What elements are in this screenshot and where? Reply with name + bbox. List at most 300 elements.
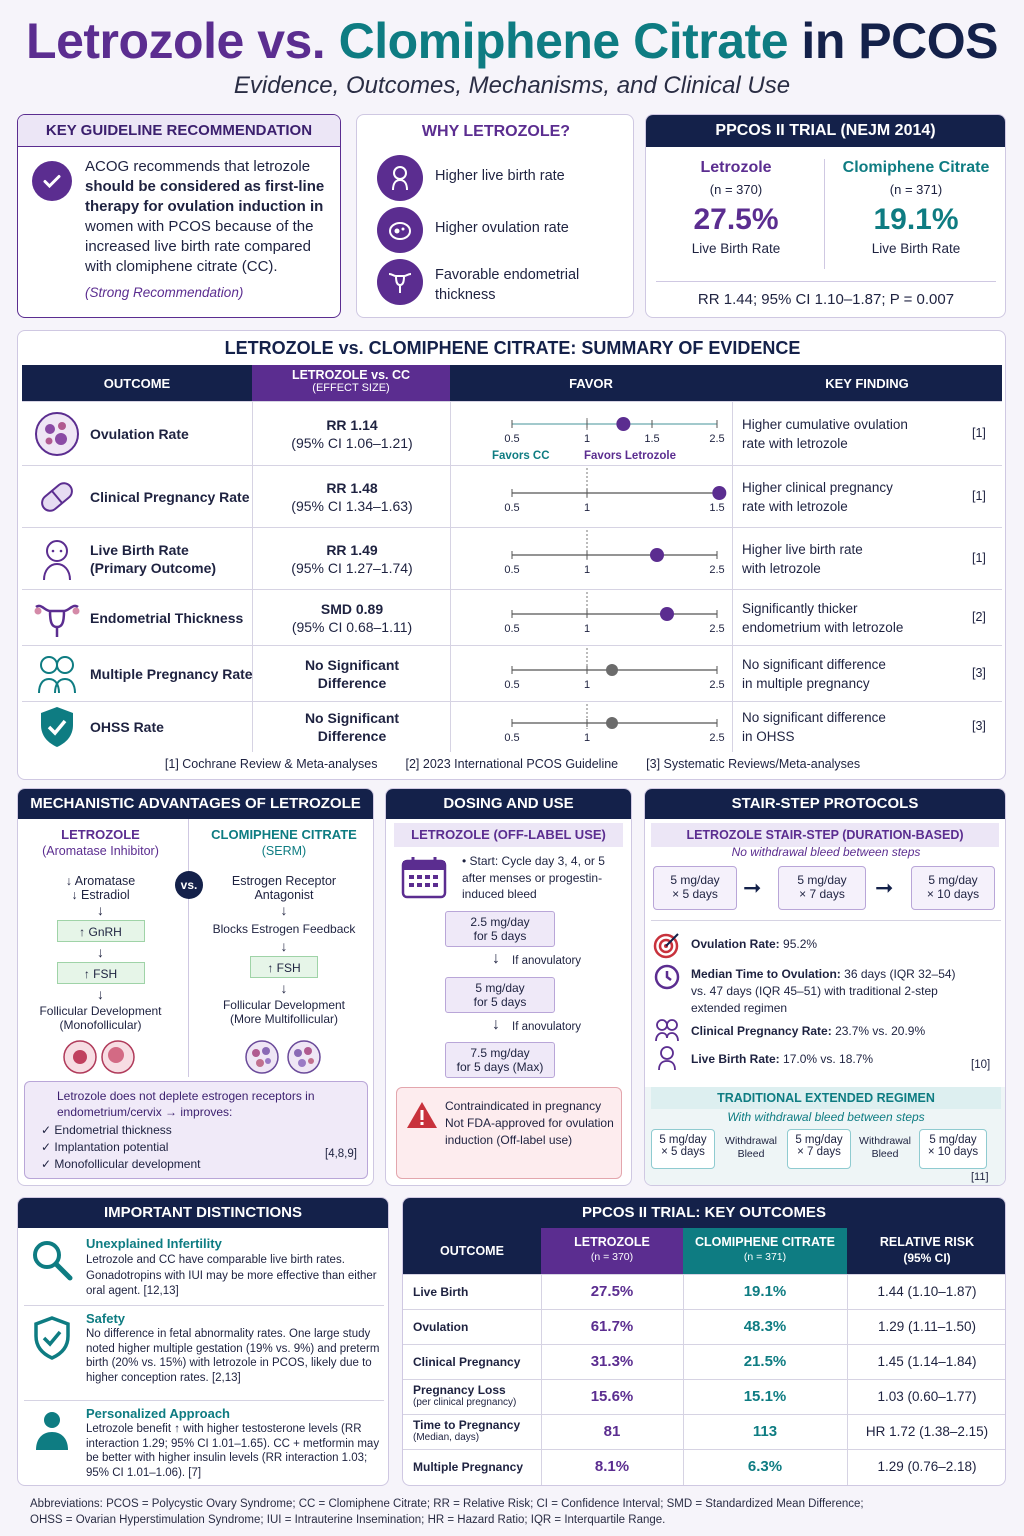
outcomes-col-rr-sub: (95% CI) [903, 1251, 951, 1265]
dosing-start-text: Start: Cycle day 3, 4, or 5 after menses or progestin-induced bleed [462, 854, 605, 901]
evidence-row [22, 645, 1002, 701]
warning-text [445, 1098, 617, 1149]
stat-time-label: Median Time to Ovulation: [691, 967, 841, 981]
stat-time [691, 966, 961, 1017]
stair-sub2: TRADITIONAL EXTENDED REGIMEN [651, 1087, 1001, 1109]
forest-plot [452, 402, 742, 466]
mech-right-step-1: Estrogen Receptor [231, 874, 337, 888]
mech-right-step-5: Follicular Development [222, 998, 346, 1012]
outcome-letrozole-value: 31.3% [590, 1353, 634, 1370]
stair-step-1-dose: 5 mg/day [670, 873, 720, 887]
key-finding-line-2: rate with letrozole [742, 436, 848, 451]
column-divider [252, 702, 253, 752]
evidence-effect [254, 656, 450, 692]
twins-icon [32, 651, 82, 697]
person-icon [34, 1410, 70, 1455]
mech-divider [188, 819, 189, 1077]
stair-header: STAIR-STEP PROTOCOLS [645, 789, 1005, 819]
outcome-name-label: Pregnancy Loss [413, 1383, 506, 1397]
effect-point [606, 717, 618, 729]
outcome-cc-value: 21.5% [743, 1353, 787, 1370]
outcome-name-label: Ovulation [413, 1320, 469, 1334]
mech-header: MECHANISTIC ADVANTAGES OF LETROZOLE [18, 789, 373, 819]
why-header: WHY LETROZOLE? [421, 123, 571, 140]
column-divider [252, 590, 253, 646]
evidence-card [17, 330, 1006, 780]
outcome-letrozole-value: 15.6% [590, 1388, 634, 1405]
trad-step-3-dose: 5 mg/day [929, 1134, 977, 1146]
why-card [356, 114, 634, 318]
forest-plot-svg [452, 466, 742, 528]
trial-header: PPCOS II TRIAL (NEJM 2014) [646, 115, 1005, 147]
stair-sub1: LETROZOLE STAIR-STEP (DURATION-BASED) [651, 823, 999, 847]
key-finding [742, 478, 942, 516]
evidence-outcome-label: Clinical Pregnancy Rate [90, 489, 250, 505]
mech-clomiphene [193, 827, 374, 1026]
forest-plot-svg [452, 590, 742, 646]
distinction-2-text: No difference in fetal abnormality rates. One large study noted higher multiple gestation (19% vs. 9%) and preterm birth (20% vs. 15%) with letrozole in PCOS, likely due to higher conception rates. [2,13] [86, 1328, 380, 1384]
tick-label: 0.5 [504, 732, 520, 744]
outcomes-col-rr-label: RELATIVE RISK [879, 1235, 975, 1249]
footnote-3: [3] Systematic Reviews/Meta-analyses [646, 757, 861, 771]
key-finding-line-2: in multiple pregnancy [742, 676, 870, 691]
why-item-3: Favorable endometrial thickness [435, 267, 580, 303]
arrow-down-icon: ↓ [280, 980, 288, 996]
effect-point [660, 607, 674, 621]
effect-ci: (95% CI 0.68–1.11) [291, 619, 413, 635]
warning-line-2: Not FDA-approved for ovulation induction (Off-label use) [445, 1116, 614, 1147]
column-divider [252, 402, 253, 466]
arrow-down-icon: ↓ [97, 986, 104, 1002]
forest-plot [452, 528, 742, 590]
outcome-cc-value: 113 [752, 1423, 778, 1440]
mech-right-step-6: (More Multifollicular) [229, 1012, 339, 1026]
evidence-header-row [22, 365, 1002, 401]
evidence-ref: [3] [972, 666, 986, 680]
key-finding [742, 708, 942, 746]
key-finding [742, 655, 942, 693]
mech-right-step-3: Blocks Estrogen Feedback [212, 922, 356, 936]
arrow-down-icon: ↓ [492, 950, 500, 967]
dose-step-1-dur: for 5 days [473, 929, 527, 943]
stat-livebirth-value: 17.0% vs. 18.7% [783, 1052, 874, 1066]
effect-point [606, 664, 618, 676]
ovary-follicle-icon [32, 411, 82, 457]
distinction-1-text: Letrozole and CC have comparable live birth rates. Gonadotropins with IUI may be more effective than either oral agent. [12,13] [86, 1254, 377, 1297]
footnote-1: [1] Cochrane Review & Meta-analyses [164, 757, 378, 771]
mech-right-sub: (SERM) [261, 844, 307, 858]
traditional-regimen [645, 1087, 1006, 1186]
outcomes-col-cc-label: CLOMIPHENE CITRATE [694, 1235, 836, 1249]
key-finding-line-1: Higher live birth rate [742, 542, 863, 557]
effect-value: RR 1.48 [326, 480, 378, 496]
trad-step-2 [787, 1129, 851, 1169]
stair-step-1-dur: × 5 days [672, 887, 718, 901]
distinction-3-title: Personalized Approach [86, 1406, 230, 1421]
key-finding-line-1: No significant difference [742, 657, 886, 672]
column-divider [252, 528, 253, 590]
shield-check-icon [32, 1316, 72, 1365]
outcomes-col-header [403, 1228, 1006, 1274]
evidence-outcome [90, 488, 250, 506]
dose-step-1-dose: 2.5 mg/day [470, 915, 530, 929]
stair-step-3 [911, 866, 995, 910]
outcomes-row [403, 1344, 1006, 1379]
forest-plot-svg [452, 646, 742, 702]
dosing-start: • Start: Cycle day 3, 4, or 5 after menses or progestin-induced bleed [462, 854, 605, 901]
tick-label: 1 [583, 732, 591, 744]
evidence-row [22, 701, 1002, 751]
outcome-rr-value: 1.29 (1.11–1.50) [877, 1319, 977, 1334]
why-item-1: Higher live birth rate [435, 168, 565, 184]
why-item-2: Higher ovulation rate [435, 220, 569, 236]
stat-time-value: 36 days (IQR 32–54) [844, 967, 956, 981]
arrow-right-icon: ➞ [743, 875, 762, 900]
evidence-row [22, 465, 1002, 527]
outcome-letrozole-value: 8.1% [594, 1458, 630, 1475]
effect-value: No Significant [304, 710, 400, 726]
mech-note-item [41, 1122, 200, 1139]
stat-livebirth-label: Live Birth Rate: [691, 1052, 780, 1066]
outcome-rr-value: 1.29 (0.76–2.18) [877, 1459, 977, 1474]
outcome-name [413, 1285, 541, 1299]
stair-sub1-note: No withdrawal bleed between steps [731, 845, 921, 859]
mech-right-step-4: ↑ FSH [250, 956, 318, 978]
outcome-name [413, 1460, 541, 1474]
outcome-rr-value: 1.45 (1.14–1.84) [877, 1354, 977, 1369]
outcomes-col-outcome: OUTCOME [440, 1244, 504, 1258]
forest-plot-svg [452, 528, 742, 590]
arrow-right-icon: ➞ [875, 875, 894, 900]
guideline-text-bold: should be considered as first-line therapy for ovulation induction in [85, 178, 325, 215]
outcome-name-sub: (Median, days) [413, 1432, 480, 1443]
trial-stat: RR 1.44; 95% CI 1.10–1.87; P = 0.007 [656, 281, 996, 308]
effect-point [712, 486, 726, 500]
calendar-icon [400, 855, 448, 904]
evidence-outcome-label: OHSS Rate [90, 719, 164, 735]
evidence-effect [254, 709, 450, 745]
tick-label: 2.5 [709, 433, 725, 445]
key-finding-line-1: Higher clinical pregnancy [742, 480, 893, 495]
effect-value: RR 1.14 [326, 417, 378, 433]
key-finding-line-1: Significantly thicker [742, 601, 858, 616]
dose-step-3-dose: 7.5 mg/day [470, 1046, 530, 1060]
outcome-name-label: Multiple Pregnancy [413, 1460, 524, 1474]
stat-time-extra: vs. 47 days (IQR 45–51) with traditional 2-step extended regimen [691, 984, 938, 1015]
baby-icon [377, 155, 423, 201]
trial-cc-label: Live Birth Rate [871, 241, 961, 256]
stair-sub2-note: With withdrawal bleed between steps [727, 1110, 925, 1124]
check-icon: ✓ [41, 1157, 55, 1171]
stair-divider [651, 920, 1001, 921]
outcomes-col-let-label: LETROZOLE [574, 1235, 650, 1249]
stair-step-3-dose: 5 mg/day [928, 873, 978, 887]
distinction-2-title: Safety [86, 1311, 126, 1326]
arrow-down-icon: ↓ [97, 944, 104, 960]
evidence-effect [254, 541, 450, 577]
evidence-effect [254, 600, 450, 636]
effect-value: SMD 0.89 [320, 601, 384, 617]
distinction-3-text: Letrozole benefit ↑ with higher testosterone levels (RR interaction 1.29; 95% CI 1.01–1.65). CC + metformin may be better with higher insulin levels (RR interaction 1.03; 95% CI 1.01–1.06). [7] [86, 1423, 380, 1479]
stat-ovulation-value: 95.2% [783, 937, 818, 951]
dose-step-2-dose: 5 mg/day [475, 981, 525, 995]
stat-pregnancy-label: Clinical Pregnancy Rate: [691, 1024, 832, 1038]
column-divider [450, 402, 451, 466]
key-finding-line-2: rate with letrozole [742, 499, 848, 514]
abbrev-line-1: Abbreviations: PCOS = Polycystic Ovary Syndrome; CC = Clomiphene Citrate; RR = Relative Risk; CI = Confidence Interval; SMD = Standardized Mean Difference; [30, 1498, 864, 1510]
trial-letrozole-name: Letrozole [700, 159, 772, 176]
evidence-outcome [90, 665, 253, 683]
arrow-down-icon: ↓ [280, 902, 288, 918]
outcomes-row [403, 1274, 1006, 1309]
mech-left-step-4: ↑ FSH [57, 962, 145, 984]
mech-note-list [41, 1122, 200, 1173]
guideline-text-c: women with PCOS because of the increased live birth rate compared with clomiphene citrate (CC). [85, 218, 314, 275]
tick-label: 1 [583, 679, 591, 691]
stair-step-2 [778, 866, 866, 910]
guideline-strength: (Strong Recommendation) [85, 285, 244, 300]
guideline-text [85, 157, 331, 277]
outcome-cc-value: 15.1% [743, 1388, 787, 1405]
outcome-name-label: Live Birth [413, 1285, 469, 1299]
distinctions-divider [24, 1400, 384, 1401]
evidence-row [22, 527, 1002, 589]
outcomes-row [403, 1379, 1006, 1414]
effect-point [650, 548, 664, 562]
key-finding-line-2: in OHSS [742, 729, 795, 744]
forest-plot-svg [452, 702, 742, 752]
key-finding [742, 415, 942, 453]
evidence-outcome-label: Multiple Pregnancy Rate [90, 666, 253, 682]
outcomes-col-let [541, 1228, 683, 1274]
abbreviations [30, 1496, 1010, 1528]
title-vs: vs. [257, 13, 326, 69]
checkmark-icon [32, 161, 72, 201]
dose-step-2-dur: for 5 days [473, 995, 527, 1009]
tick-label: 1 [583, 623, 591, 635]
tick-label: 2.5 [709, 564, 725, 576]
dosing-subheader: LETROZOLE (OFF-LABEL USE) [394, 823, 623, 847]
mech-note-item-1: Endometrial thickness [54, 1123, 172, 1137]
stair-step-2-dur: × 7 days [799, 887, 845, 901]
page-subtitle: Evidence, Outcomes, Mechanisms, and Clinical Use [233, 72, 791, 99]
title-pcos: in PCOS [801, 13, 998, 69]
effect-ci: (95% CI 1.27–1.74) [291, 560, 413, 576]
dose-step-1 [445, 911, 555, 947]
key-finding [742, 540, 942, 578]
outcomes-rows [403, 1274, 1006, 1485]
evidence-outcome-label: Ovulation Rate [90, 426, 189, 442]
mech-letrozole [18, 827, 183, 1032]
baby-icon [653, 1045, 681, 1076]
trad-step-1 [651, 1129, 715, 1169]
effect-value: RR 1.49 [326, 542, 378, 558]
outcome-rr-value: 1.44 (1.10–1.87) [877, 1284, 977, 1299]
outcomes-col-let-n: (n = 370) [590, 1251, 634, 1263]
forest-plot [452, 646, 742, 702]
mech-vs: vs. [175, 871, 203, 899]
warning-line-1: Contraindicated in pregnancy [445, 1099, 602, 1113]
key-finding-line-1: No significant difference [742, 710, 886, 725]
stat-ovulation [691, 937, 817, 951]
follicle-multi-icon [244, 1039, 324, 1080]
arrow-down-icon: ↓ [97, 902, 104, 918]
baby-icon [32, 536, 82, 582]
dose-step-3 [445, 1042, 555, 1078]
outcome-name-label: Clinical Pregnancy [413, 1355, 521, 1369]
forest-plot [452, 702, 742, 752]
distinction-1 [86, 1236, 382, 1300]
trial-letrozole [646, 159, 826, 256]
follicle-mono-icon [62, 1039, 138, 1080]
check-icon: ✓ [41, 1123, 55, 1137]
arrow-down-icon: ↓ [280, 938, 288, 954]
dose-step-2 [445, 977, 555, 1013]
withdrawal-2: Withdrawal Bleed [859, 1135, 911, 1160]
distinctions-divider [24, 1305, 384, 1306]
tick-label: 2.5 [709, 732, 725, 744]
column-divider [450, 528, 451, 590]
distinctions-header: IMPORTANT DISTINCTIONS [18, 1198, 388, 1228]
trad-step-2-dur: × 7 days [797, 1146, 841, 1158]
column-divider [450, 702, 451, 752]
mech-note-ref: [4,8,9] [325, 1148, 357, 1160]
tick-label: 0.5 [504, 679, 520, 691]
col-outcome: OUTCOME [103, 376, 171, 391]
dose-step-3-dur: for 5 days (Max) [456, 1060, 544, 1074]
evidence-outcome [90, 718, 164, 736]
stair-step-1 [653, 866, 737, 910]
trial-cc-name: Clomiphene Citrate [842, 159, 990, 176]
trial-card [645, 114, 1006, 318]
key-finding [742, 599, 942, 637]
twins-icon [653, 1017, 681, 1048]
stair-ref-2: [11] [971, 1171, 989, 1183]
arrow-down-icon: ↓ [492, 1016, 500, 1033]
mech-note [24, 1081, 368, 1179]
guideline-header: KEY GUIDELINE RECOMMENDATION [18, 115, 340, 147]
outcome-name [413, 1383, 541, 1408]
tick-label: 1.5 [644, 433, 660, 445]
tick-label: 2.5 [709, 679, 725, 691]
favors-cc-label: Favors CC [492, 450, 550, 462]
evidence-effect [254, 479, 450, 515]
abbrev-line-2: OHSS = Ovarian Hyperstimulation Syndrome; IUI = Intrauterine Insemination; HR = Hazard Ratio; IQR = Interquartile Range. [30, 1514, 666, 1526]
trad-step-3 [919, 1129, 987, 1169]
column-divider [450, 646, 451, 702]
col-favor: FAVOR [569, 376, 613, 391]
stat-ovulation-label: Ovulation Rate: [691, 937, 780, 951]
effect-value: No Significant [304, 657, 400, 673]
tick-label: 0.5 [504, 502, 520, 514]
mech-left-sub: (Aromatase Inhibitor) [42, 844, 159, 858]
evidence-ref: [1] [972, 426, 986, 440]
warning-icon [405, 1100, 439, 1135]
outcome-rr-value: HR 1.72 (1.38–2.15) [865, 1424, 989, 1439]
search-icon [30, 1238, 74, 1287]
trial-divider [824, 159, 825, 269]
col-effect-label: LETROZOLE vs. CC [291, 368, 411, 382]
column-divider [450, 466, 451, 528]
stat-pregnancy [691, 1024, 925, 1038]
outcome-cc-value: 48.3% [743, 1318, 787, 1335]
evidence-footnotes [18, 757, 1006, 771]
outcome-letrozole-value: 81 [603, 1423, 621, 1440]
evidence-row [22, 589, 1002, 645]
stair-ref-1: [10] [971, 1059, 991, 1071]
outcome-letrozole-value: 61.7% [590, 1318, 634, 1335]
stair-card [644, 788, 1006, 1186]
outcome-cc-value: 6.3% [747, 1458, 783, 1475]
guideline-text-a: ACOG recommends that letrozole [85, 158, 311, 175]
mech-right-title: CLOMIPHENE CITRATE [211, 827, 357, 842]
evidence-outcome-label: Live Birth Rate [90, 542, 189, 558]
effect-ci: Difference [317, 728, 387, 744]
outcome-cc-value: 19.1% [743, 1283, 787, 1300]
target-icon [653, 931, 681, 964]
dosing-warning [396, 1087, 622, 1179]
outcomes-header: PPCOS II TRIAL: KEY OUTCOMES [403, 1198, 1005, 1228]
forest-plot [452, 590, 742, 646]
outcomes-col-cc [683, 1228, 847, 1274]
trial-clomiphene [826, 159, 1006, 256]
trial-letrozole-rate: 27.5% [693, 203, 779, 236]
stair-step-2-dose: 5 mg/day [797, 873, 847, 887]
stat-pregnancy-value: 23.7% vs. 20.9% [835, 1024, 926, 1038]
col-effect-sub: (EFFECT SIZE) [312, 382, 390, 394]
outcomes-row [403, 1309, 1006, 1344]
egg-cell-icon [377, 207, 423, 253]
pill-icon [32, 474, 82, 520]
mech-left-step-1: ↓ Aromatase [65, 874, 136, 888]
tick-label: 0.5 [504, 623, 520, 635]
favors-letrozole-label: Favors Letrozole [584, 450, 677, 462]
mech-note-intro: Letrozole does not deplete estrogen receptors in endometrium/cervix → improves: [57, 1089, 315, 1119]
stair-step-3-dur: × 10 days [926, 887, 980, 901]
outcome-name-label: Time to Pregnancy [413, 1418, 521, 1432]
evidence-outcome [90, 425, 189, 443]
effect-ci: (95% CI 1.34–1.63) [291, 498, 413, 514]
outcomes-row [403, 1449, 1006, 1484]
outcome-name [413, 1355, 541, 1369]
trial-letrozole-n: (n = 370) [709, 182, 763, 197]
column-divider [252, 466, 253, 528]
evidence-effect [254, 416, 450, 452]
mech-left-step-6: (Monofollicular) [59, 1018, 142, 1032]
guideline-card [17, 114, 341, 318]
outcomes-card [402, 1197, 1006, 1486]
tick-label: 0.5 [504, 433, 520, 445]
mech-left-title: LETROZOLE [61, 827, 140, 842]
effect-point [616, 417, 630, 431]
evidence-outcome-label: Endometrial Thickness [90, 610, 244, 626]
col-effect [252, 365, 450, 401]
page-title [0, 12, 1024, 70]
tick-label: 0.5 [504, 564, 520, 576]
mech-card [17, 788, 374, 1186]
outcome-name-sub: (per clinical pregnancy) [413, 1397, 517, 1408]
tick-label: 2.5 [709, 623, 725, 635]
title-clomiphene: Clomiphene Citrate [338, 13, 789, 69]
outcome-name [413, 1320, 541, 1334]
evidence-ref: [1] [972, 489, 986, 503]
title-letrozole: Letrozole [26, 13, 244, 69]
dosing-card [385, 788, 632, 1186]
outcomes-col-cc-n: (n = 371) [743, 1251, 787, 1263]
trial-letrozole-label: Live Birth Rate [691, 241, 781, 256]
mech-note-item-2: Implantation potential [54, 1140, 169, 1154]
mech-right-step-2: Antagonist [254, 888, 314, 902]
